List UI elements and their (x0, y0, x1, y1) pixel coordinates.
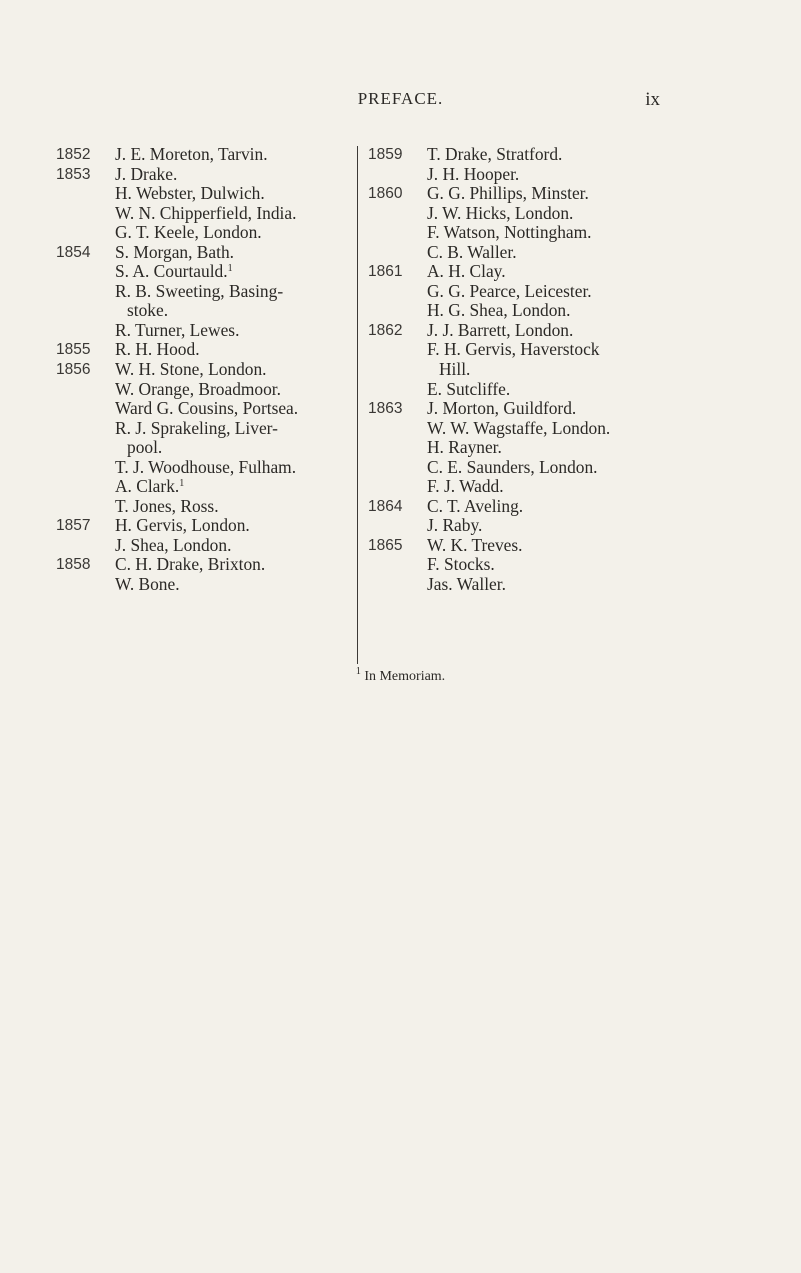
entry-name-text: J. Drake. (115, 163, 178, 184)
list-item (368, 380, 708, 400)
entry-name (427, 555, 708, 575)
entry-name-text: Ward G. Cousins, Portsea. (115, 398, 299, 419)
entry-year (56, 497, 115, 517)
entry-year: 1865 (368, 536, 403, 554)
list-item (368, 536, 708, 556)
entry-name-text: A. H. Clay. (427, 261, 506, 282)
list-item (56, 516, 356, 536)
list-item (56, 282, 356, 302)
entry-name-text: G. G. Phillips, Minster. (427, 183, 589, 204)
list-item (56, 458, 356, 478)
list-item (368, 184, 708, 204)
entry-name (115, 380, 356, 400)
entry-name-text: F. Watson, Nottingham. (427, 222, 592, 243)
list-item (368, 575, 708, 595)
footnote-ref: 1 (227, 263, 233, 275)
entry-name-text: J. Raby. (427, 515, 483, 536)
footnote-ref: 1 (179, 478, 185, 490)
entry-name-text: S. A. Courtauld. (115, 261, 228, 282)
entry-year (368, 477, 427, 497)
entry-name-text: F. Stocks. (427, 554, 495, 575)
entry-name-text: W. K. Treves. (427, 534, 523, 555)
entry-name-text: W. N. Chipperfield, India. (115, 202, 297, 223)
list-item (368, 458, 708, 478)
entry-name (427, 243, 708, 263)
footnote (0, 666, 801, 685)
entry-year (368, 516, 427, 536)
entry-name (115, 301, 356, 321)
entry-name-text: J. W. Hicks, London. (427, 202, 574, 223)
entry-year (368, 380, 427, 400)
list-item (368, 204, 708, 224)
list-item (56, 536, 356, 556)
entry-name-text: S. Morgan, Bath. (115, 241, 234, 262)
entry-name (115, 223, 356, 243)
running-header (0, 89, 801, 113)
list-item (56, 340, 356, 360)
footnote-text: In Memoriam. (364, 669, 446, 684)
header-title: PREFACE. (357, 89, 444, 108)
entry-year (368, 165, 427, 185)
list-item (368, 497, 708, 517)
entry-name (427, 301, 708, 321)
list-item (56, 555, 356, 575)
entry-name (427, 419, 708, 439)
entry-year (368, 204, 427, 224)
entry-year (368, 301, 427, 321)
entry-name (427, 184, 708, 204)
entry-name (427, 497, 708, 517)
list-item (56, 145, 356, 165)
entry-name-text: H. Webster, Dulwich. (115, 183, 265, 204)
entry-name (427, 438, 708, 458)
entry-year (368, 458, 427, 478)
entry-name-text: R. H. Hood. (115, 339, 200, 360)
entry-year (368, 360, 427, 380)
list-item (56, 399, 356, 419)
entry-name-text: T. J. Woodhouse, Fulham. (115, 456, 297, 477)
entry-name-text: R. Turner, Lewes. (115, 319, 240, 340)
entry-year (56, 575, 115, 595)
list-item (368, 516, 708, 536)
list-item (368, 321, 708, 341)
entry-name (115, 282, 356, 302)
entry-year (368, 223, 427, 243)
entry-name-text: pool. (127, 437, 163, 458)
entry-year: 1860 (368, 185, 403, 203)
list-item (56, 243, 356, 263)
list-item (368, 223, 708, 243)
entry-name (427, 262, 708, 282)
entry-year (56, 399, 115, 419)
list-item (56, 477, 356, 497)
list-item (56, 575, 356, 595)
entry-year: 1863 (368, 400, 403, 418)
list-item (368, 243, 708, 263)
entry-name (427, 145, 708, 165)
entry-year (368, 340, 427, 360)
entry-year (368, 555, 427, 575)
entry-name (427, 458, 708, 478)
entry-name-text: W. W. Wagstaffe, London. (427, 417, 611, 438)
entry-year: 1853 (56, 165, 91, 183)
entry-name-text: J. E. Moreton, Tarvin. (115, 144, 268, 164)
entry-name (427, 575, 708, 595)
entry-year (56, 184, 115, 204)
list-item (368, 340, 708, 360)
entry-name-text: W. Orange, Broadmoor. (115, 378, 281, 399)
entry-name-text: stoke. (127, 300, 169, 321)
entry-name (427, 360, 708, 380)
entry-name-text: R. B. Sweeting, Basing- (115, 280, 284, 301)
entry-name (115, 555, 356, 575)
entry-year: 1861 (368, 263, 403, 281)
entry-name-text: W. Bone. (115, 574, 180, 595)
entry-year (368, 243, 427, 263)
entry-name (427, 223, 708, 243)
entry-year (368, 575, 427, 595)
list-item (56, 262, 356, 282)
entry-year (56, 438, 115, 458)
list-item (368, 419, 708, 439)
list-item (56, 223, 356, 243)
list-item (368, 360, 708, 380)
entry-year (368, 282, 427, 302)
entry-name (115, 243, 356, 263)
entry-name-text: G. T. Keele, London. (115, 222, 262, 243)
entry-name-text: J. H. Hooper. (427, 163, 520, 184)
entry-year (56, 380, 115, 400)
page-number: ix (645, 89, 660, 110)
entry-year: 1858 (56, 556, 91, 574)
entry-year (368, 419, 427, 439)
entry-year: 1856 (56, 361, 91, 379)
entry-name-text: T. Jones, Ross. (115, 495, 219, 516)
entry-name (427, 516, 708, 536)
entry-name-text: E. Sutcliffe. (427, 378, 511, 399)
list-item (368, 262, 708, 282)
entry-name (427, 380, 708, 400)
entry-name (427, 477, 708, 497)
entry-name-text: C. B. Waller. (427, 241, 517, 262)
entry-year: 1859 (368, 146, 403, 163)
entry-name (427, 321, 708, 341)
entry-name (115, 399, 356, 419)
entry-name (427, 165, 708, 185)
entry-name-text: C. H. Drake, Brixton. (115, 554, 266, 575)
entry-year (368, 438, 427, 458)
list-item (56, 165, 356, 185)
entry-name-text: F. H. Gervis, Haverstock (427, 339, 600, 360)
entry-name (115, 575, 356, 595)
entry-name (427, 536, 708, 556)
right-column (368, 145, 708, 595)
entry-name-text: J. Shea, London. (115, 534, 232, 555)
entry-name-text: T. Drake, Stratford. (427, 144, 563, 164)
entry-name (115, 419, 356, 439)
entry-name-text: C. E. Saunders, London. (427, 456, 598, 477)
entry-year (56, 536, 115, 556)
entry-name (115, 497, 356, 517)
list-item (56, 497, 356, 517)
entry-name (115, 458, 356, 478)
entry-year (56, 262, 115, 282)
entry-name (427, 282, 708, 302)
entry-name-text: H. Rayner. (427, 437, 502, 458)
entry-name (115, 321, 356, 341)
list-item (368, 477, 708, 497)
list-item (56, 438, 356, 458)
column-divider (357, 146, 358, 664)
list-item (56, 321, 356, 341)
entry-name-text: J. J. Barrett, London. (427, 319, 574, 340)
entry-name (427, 340, 708, 360)
entry-name (427, 399, 708, 419)
entry-year (56, 477, 115, 497)
list-item (368, 301, 708, 321)
left-column (56, 145, 356, 595)
footnote-mark: 1 (355, 666, 361, 677)
entry-name (115, 477, 356, 497)
entry-name (427, 204, 708, 224)
list-item (368, 282, 708, 302)
entry-year: 1864 (368, 497, 403, 515)
entry-name (115, 165, 356, 185)
entry-year: 1862 (368, 321, 403, 339)
entry-year: 1854 (56, 243, 91, 261)
entry-name (115, 145, 356, 165)
list-item (368, 438, 708, 458)
entry-year (56, 223, 115, 243)
entry-year: 1857 (56, 517, 91, 535)
entry-name (115, 262, 356, 282)
entry-name-text: Hill. (439, 359, 471, 380)
list-item (56, 380, 356, 400)
entry-year (56, 321, 115, 341)
entry-name (115, 340, 356, 360)
entry-name-text: C. T. Aveling. (427, 495, 524, 516)
list-item (368, 165, 708, 185)
entry-name-text: R. J. Sprakeling, Liver- (115, 417, 278, 438)
entry-name-text: F. J. Wadd. (427, 476, 504, 497)
entry-year (56, 458, 115, 478)
entry-year: 1855 (56, 341, 91, 359)
entry-name-text: A. Clark. (115, 476, 180, 497)
list-item (368, 145, 708, 165)
entry-name (115, 516, 356, 536)
list-item (56, 301, 356, 321)
list-item (368, 399, 708, 419)
entry-name (115, 360, 356, 380)
entry-name-text: H. G. Shea, London. (427, 300, 571, 321)
list-item (56, 184, 356, 204)
entry-name-text: Jas. Waller. (427, 574, 506, 595)
list-item (56, 204, 356, 224)
entry-name (115, 438, 356, 458)
entry-year (56, 282, 115, 302)
entry-year: 1852 (56, 146, 91, 163)
entry-name-text: G. G. Pearce, Leicester. (427, 280, 592, 301)
entry-name (115, 184, 356, 204)
entry-name (115, 204, 356, 224)
entry-name-text: J. Morton, Guildford. (427, 398, 577, 419)
entry-year (56, 419, 115, 439)
list-item (368, 555, 708, 575)
entry-year (56, 301, 115, 321)
list-item (56, 360, 356, 380)
entry-name (115, 536, 356, 556)
entry-name-text: W. H. Stone, London. (115, 359, 267, 380)
list-item (56, 419, 356, 439)
entry-year (56, 204, 115, 224)
entry-name-text: H. Gervis, London. (115, 515, 250, 536)
